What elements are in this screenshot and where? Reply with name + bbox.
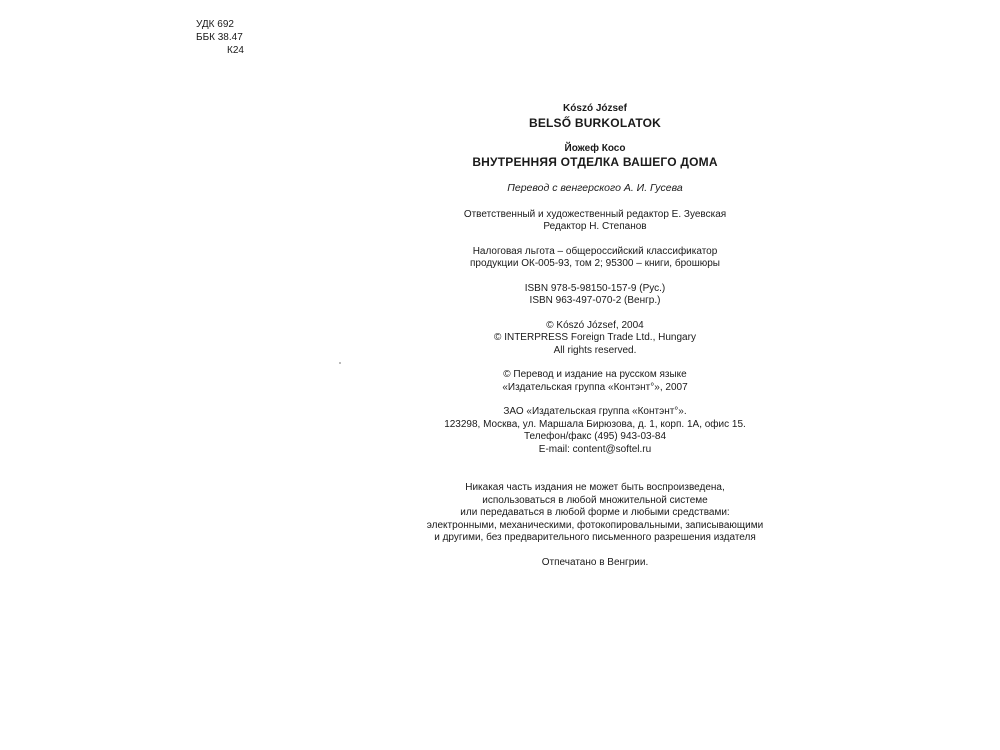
editor-line: Редактор Н. Степанов (543, 221, 647, 232)
editor-line: Ответственный и художественный редактор Е. Зуевская (463, 208, 727, 220)
editors-block (340, 209, 850, 234)
rights-line: и другими, без предварительного письменного разрешения издателя (434, 532, 756, 543)
tax-line: Налоговая льгота – общероссийский классификатор (472, 245, 718, 257)
copyright-line: © Kószó József, 2004 (546, 319, 644, 331)
classification-block (196, 18, 244, 57)
rights-line: Никакая часть издания не может быть воспроизведена, (465, 482, 725, 493)
publisher-phone: Телефон/факс (495) 943-03-84 (523, 431, 667, 442)
rights-line: или передаваться в любой форме и любыми средствами: (460, 507, 730, 518)
translation-copyright-line: © Перевод и издание на русском языке (503, 369, 687, 380)
translation-copyright-line: «Издательская группа «Контэнт°», 2007 (502, 381, 688, 393)
imprint-page (340, 103, 850, 569)
tax-line: продукции ОК-005-93, том 2; 95300 – книги, брошюры (470, 258, 720, 269)
original-author: Kószó József (563, 103, 627, 114)
printed-in: Отпечатано в Венгрии. (541, 556, 649, 568)
russian-author: Йожеф Косо (564, 142, 626, 154)
copyright-block (340, 320, 850, 358)
publisher-email: E-mail: content@softel.ru (538, 443, 652, 455)
rights-notice-block (340, 482, 850, 545)
rights-line: электронными, механическими, фотокопировальными, записывающими (426, 519, 764, 531)
publisher-block (340, 406, 850, 456)
publisher-name: ЗАО «Издательская группа «Контэнт°». (503, 406, 687, 417)
bbk-code: ББК 38.47 (196, 32, 243, 43)
rights-line: использоваться в любой множительной системе (482, 494, 708, 506)
isbn-block (340, 283, 850, 308)
author-mark: К24 (227, 45, 244, 56)
tax-block (340, 246, 850, 271)
translation-credit: Перевод с венгерского А. И. Гусева (507, 182, 683, 194)
publisher-address: 123298, Москва, ул. Маршала Бирюзова, д. 1, корп. 1А, офис 15. (444, 418, 746, 430)
isbn-line: ISBN 963-497-070-2 (Венгр.) (529, 295, 661, 306)
udk-code: УДК 692 (196, 19, 234, 30)
copyright-line: All rights reserved. (553, 344, 637, 356)
copyright-line: © INTERPRESS Foreign Trade Ltd., Hungary (494, 332, 696, 343)
russian-title: ВНУТРЕННЯЯ ОТДЕЛКА ВАШЕГО ДОМА (472, 155, 718, 169)
original-title: BELSŐ BURKOLATOK (528, 115, 662, 130)
translation-copyright-block (340, 369, 850, 394)
isbn-line: ISBN 978-5-98150-157-9 (Рус.) (524, 282, 666, 294)
